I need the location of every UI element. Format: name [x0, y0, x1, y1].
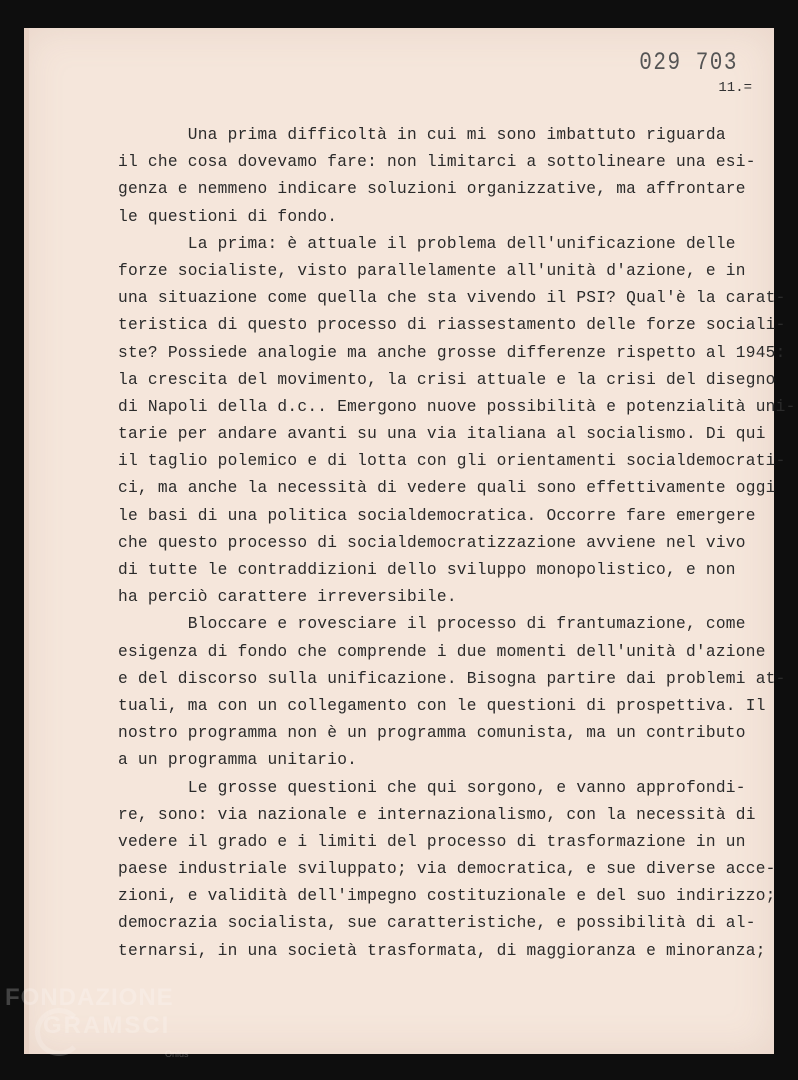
text-line: che questo processo di socialdemocratizzazione avviene nel vivo	[118, 533, 746, 552]
text-line: il taglio polemico e di lotta con gli orientamenti socialdemocrati-	[118, 452, 786, 471]
text-line: tarie per andare avanti su una via italiana al socialismo. Di qui	[118, 425, 766, 444]
paragraph	[118, 775, 776, 965]
watermark-g-icon	[35, 1008, 83, 1056]
text-line: ternarsi, in una società trasformata, di maggioranza e minoranza;	[118, 941, 766, 960]
text-line: ha perciò carattere irreversibile.	[118, 588, 457, 607]
watermark-line2: GRAMSCI	[43, 1012, 171, 1039]
document-page	[24, 28, 796, 1054]
text-line: paese industriale sviluppato; via democratica, e sue diverse acce-	[118, 860, 776, 879]
paragraph	[118, 231, 796, 612]
text-line: di tutte le contraddizioni dello sviluppo monopolistico, e non	[118, 561, 736, 579]
text-line: teristica di questo processo di riassestamento delle forze sociali-	[118, 316, 786, 335]
text-line: le basi di una politica socialdemocratica. Occorre fare emergere	[118, 506, 756, 525]
watermark-line1: FONDAZIONE	[5, 984, 174, 1011]
text-line: la crescita del movimento, la crisi attuale e la crisi del disegno	[118, 370, 776, 389]
paragraph	[118, 611, 786, 774]
page-edge	[24, 28, 29, 1054]
text-line: Una prima difficoltà in cui mi sono imbattuto riguarda	[118, 126, 726, 144]
text-line: Le grosse questioni che qui sorgono, e vanno approfondi-	[118, 778, 746, 797]
text-line: tuali, ma con un collegamento con le questioni di prospettiva. Il	[118, 696, 766, 715]
text-line: le questioni di fondo.	[118, 207, 338, 226]
text-line: re, sono: via nazionale e internazionalismo, con la necessità di	[118, 805, 756, 824]
text-line: genza e nemmeno indicare soluzioni organizzative, ma affrontare	[118, 180, 746, 199]
text-line: forze socialiste, visto parallelamente all'unità d'azione, e in	[118, 261, 746, 280]
text-line: ci, ma anche la necessità di vedere quali sono effettivamente oggi	[118, 479, 776, 498]
text-line: e del discorso sulla unificazione. Bisogna partire dai problemi at-	[118, 669, 786, 688]
watermark-line3: Onlus	[165, 1049, 189, 1059]
text-line: La prima: è attuale il problema dell'unificazione delle	[118, 234, 736, 253]
text-line: a un programma unitario.	[118, 751, 358, 770]
text-line: democrazia socialista, sue caratteristiche, e possibilità di al-	[118, 914, 756, 933]
text-line: di Napoli della d.c.. Emergono nuove possibilità e potenzialità uni-	[118, 397, 796, 416]
text-line: una situazione come quella che sta vivendo il PSI? Qual'è la carat-	[118, 289, 786, 308]
page-number: 11.=	[718, 80, 752, 96]
text-line: zioni, e validità dell'impegno costituzionale e del suo indirizzo;	[118, 887, 776, 906]
text-line: ste? Possiede analogie ma anche grosse differenze rispetto al 1945:	[118, 343, 786, 362]
text-line: vedere il grado e i limiti del processo di trasformazione in un	[118, 832, 746, 851]
paragraph	[118, 122, 768, 231]
text-line: nostro programma non è un programma comunista, ma un contributo	[118, 724, 746, 743]
watermark-logo	[5, 984, 189, 1059]
body-text	[118, 122, 796, 965]
archive-number: 029 703	[639, 49, 738, 78]
text-line: il che cosa dovevamo fare: non limitarci a sottolineare una esi-	[118, 153, 756, 172]
text-line: esigenza di fondo che comprende i due momenti dell'unità d'azione	[118, 642, 766, 661]
text-line: Bloccare e rovesciare il processo di frantumazione, come	[118, 615, 746, 634]
